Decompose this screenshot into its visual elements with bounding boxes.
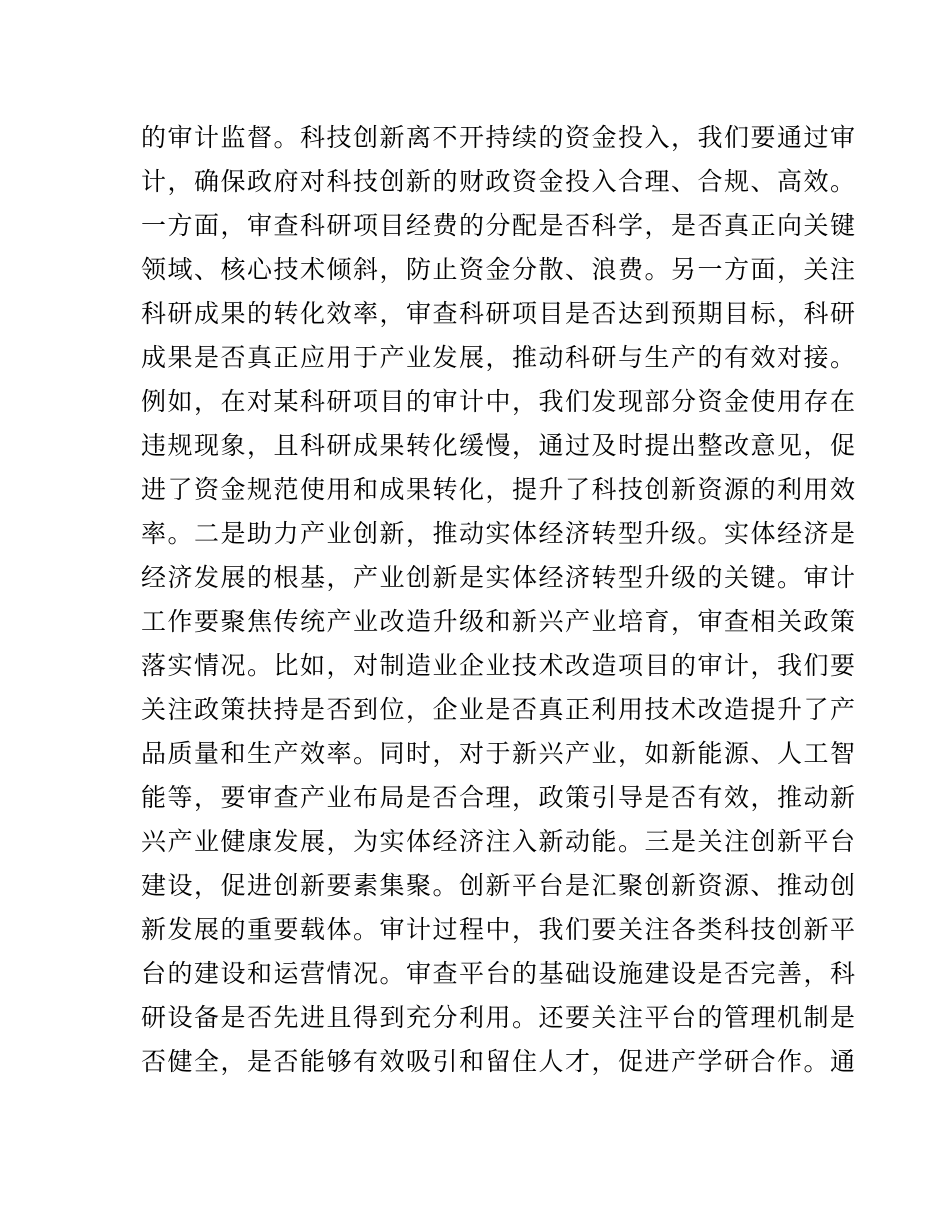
text-line: 领域、核心技术倾斜，防止资金分散、浪费。另一方面，关注 — [141, 255, 857, 284]
text-line: 关注政策扶持是否到位，企业是否真正利用技术改造提升了产 — [141, 695, 857, 724]
text-line: 工作要聚焦传统产业改造升级和新兴产业培育，审查相关政策 — [141, 607, 857, 636]
text-line: 研设备是否先进且得到充分利用。还要关注平台的管理机制是 — [141, 1003, 857, 1032]
text-line: 品质量和生产效率。同时，对于新兴产业，如新能源、人工智 — [141, 739, 857, 768]
text-line: 率。二是助力产业创新，推动实体经济转型升级。实体经济是 — [141, 519, 857, 548]
text-line: 兴产业健康发展，为实体经济注入新动能。三是关注创新平台 — [141, 827, 857, 856]
text-line: 建设，促进创新要素集聚。创新平台是汇聚创新资源、推动创 — [141, 871, 857, 900]
body-text — [141, 116, 857, 1084]
text-line: 落实情况。比如，对制造业企业技术改造项目的审计，我们要 — [141, 651, 857, 680]
text-line: 台的建设和运营情况。审查平台的基础设施建设是否完善，科 — [141, 959, 857, 988]
text-line: 一方面，审查科研项目经费的分配是否科学，是否真正向关键 — [141, 211, 857, 240]
text-line: 否健全，是否能够有效吸引和留住人才，促进产学研合作。通 — [141, 1047, 857, 1076]
text-line: 成果是否真正应用于产业发展，推动科研与生产的有效对接。 — [141, 343, 857, 372]
text-line: 能等，要审查产业布局是否合理，政策引导是否有效，推动新 — [141, 783, 857, 812]
text-line: 新发展的重要载体。审计过程中，我们要关注各类科技创新平 — [141, 915, 857, 944]
text-line: 的审计监督。科技创新离不开持续的资金投入，我们要通过审 — [141, 123, 857, 152]
text-line: 计，确保政府对科技创新的财政资金投入合理、合规、高效。 — [141, 167, 857, 196]
text-line: 违规现象，且科研成果转化缓慢，通过及时提出整改意见，促 — [141, 431, 857, 460]
text-line: 进了资金规范使用和成果转化，提升了科技创新资源的利用效 — [141, 475, 857, 504]
text-line: 经济发展的根基，产业创新是实体经济转型升级的关键。审计 — [141, 563, 857, 592]
text-line: 例如，在对某科研项目的审计中，我们发现部分资金使用存在 — [141, 387, 857, 416]
text-line: 科研成果的转化效率，审查科研项目是否达到预期目标，科研 — [141, 299, 857, 328]
